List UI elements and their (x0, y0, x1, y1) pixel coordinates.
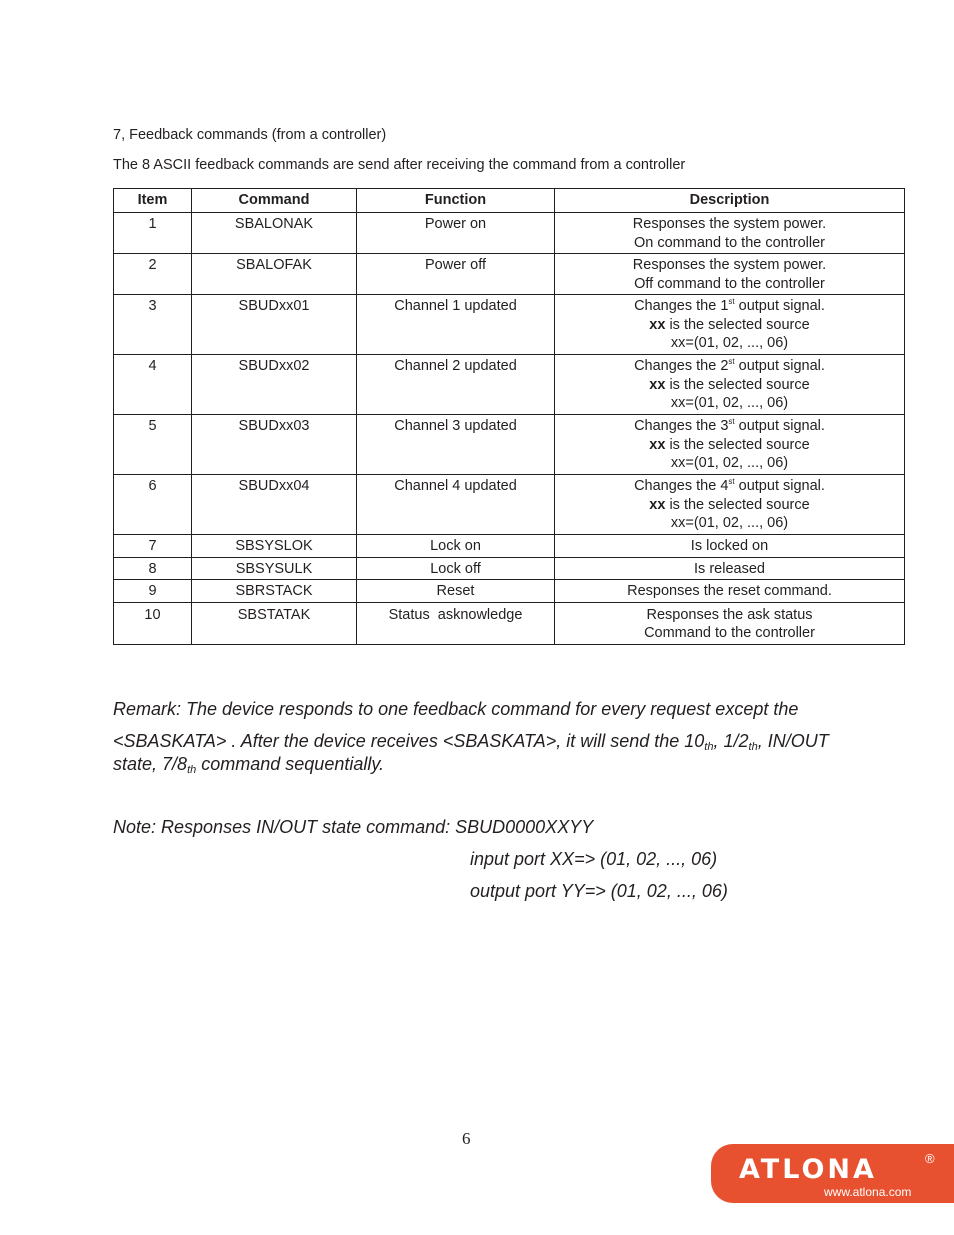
table-row (114, 557, 905, 580)
desc-line: Off command to the controller (634, 275, 825, 292)
cell-function: Lock on (357, 535, 555, 558)
desc-text: is the selected source (665, 376, 810, 393)
remark-subscript: th (704, 741, 714, 753)
desc-line: Responses the ask status (646, 606, 813, 623)
cell-command: SBUDxx03 (192, 415, 357, 475)
remark-subscript: th (187, 764, 197, 776)
cell-function: Channel 3 updated (357, 415, 555, 475)
cell-description (555, 295, 905, 355)
cell-item: 4 (114, 355, 192, 415)
remark-text: state, 7/8 (113, 754, 188, 774)
table-row (114, 213, 905, 254)
desc-text: output signal. (734, 418, 825, 434)
note-line-1: Note: Responses IN/OUT state command: SBUD0000XXYY (113, 817, 594, 837)
desc-range: xx=(01, 02, ..., 06) (670, 395, 789, 411)
remark-line-3 (113, 754, 384, 776)
table-row (114, 535, 905, 558)
header-description: Description (555, 189, 905, 213)
cell-description (555, 475, 905, 535)
cell-command: SBSYSULK (192, 557, 357, 580)
feedback-commands-table (113, 188, 905, 645)
atlona-logo (711, 1144, 954, 1203)
cell-command: SBUDxx04 (192, 475, 357, 535)
desc-text: is the selected source (665, 316, 810, 333)
page-number: 6 (462, 1129, 471, 1148)
registered-mark: ® (925, 1151, 935, 1166)
table-row (114, 580, 905, 603)
cell-function: Power on (357, 213, 555, 254)
cell-description: Responses the reset command. (555, 580, 905, 603)
remark-subscript: th (748, 741, 758, 753)
cell-item: 8 (114, 557, 192, 580)
intro-text: The 8 ASCII feedback commands are send after receiving the command from a controller (113, 157, 686, 173)
cell-description (555, 254, 905, 295)
desc-bold: xx (649, 496, 666, 513)
cell-item: 1 (114, 213, 192, 254)
cell-item: 3 (114, 295, 192, 355)
desc-bold: xx (649, 436, 666, 453)
table-header-row (114, 189, 905, 213)
desc-superscript: st (728, 297, 735, 306)
cell-description (555, 602, 905, 644)
desc-bold: xx (649, 376, 666, 393)
cell-command: SBUDxx01 (192, 295, 357, 355)
cell-function: Status asknowledge (357, 602, 555, 644)
remark-line-1: Remark: The device responds to one feedback command for every request except the (113, 699, 799, 719)
cell-command: SBRSTACK (192, 580, 357, 603)
desc-range: xx=(01, 02, ..., 06) (670, 455, 789, 471)
desc-superscript: st (728, 477, 735, 486)
desc-text: Changes the 1 (634, 298, 729, 314)
remark-text: command sequentially. (196, 754, 385, 774)
desc-line: Responses the system power. (632, 257, 827, 273)
cell-command: SBUDxx02 (192, 355, 357, 415)
note-line-3: output port YY=> (01, 02, ..., 06) (470, 881, 728, 901)
desc-text: output signal. (734, 358, 825, 374)
remark-text: <SBASKATA> . After the device receives <SBASKATA>, it will send the 10 (113, 731, 705, 751)
cell-function: Channel 2 updated (357, 355, 555, 415)
desc-superscript: st (728, 357, 735, 366)
cell-description: Is locked on (555, 535, 905, 558)
desc-text: Changes the 2 (634, 358, 729, 374)
desc-superscript: st (728, 417, 735, 426)
desc-line: Responses the system power. (632, 216, 827, 232)
desc-text: output signal. (734, 478, 825, 494)
desc-line: Command to the controller (644, 625, 815, 641)
table-row (114, 475, 905, 535)
cell-function: Power off (357, 254, 555, 295)
cell-function: Lock off (357, 557, 555, 580)
desc-range: xx=(01, 02, ..., 06) (670, 335, 789, 351)
table-row (114, 295, 905, 355)
logo-brand-text: ATLONA (739, 1154, 877, 1185)
desc-range: xx=(01, 02, ..., 06) (670, 515, 789, 531)
cell-item: 5 (114, 415, 192, 475)
cell-description: Is released (555, 557, 905, 580)
desc-line: On command to the controller (633, 234, 825, 251)
cell-description (555, 213, 905, 254)
cell-description (555, 355, 905, 415)
cell-command: SBSYSLOK (192, 535, 357, 558)
table-row (114, 355, 905, 415)
desc-text: is the selected source (665, 436, 810, 453)
remark-text: , 1/2 (713, 731, 749, 751)
table-row (114, 602, 905, 644)
cell-command: SBALONAK (192, 213, 357, 254)
header-function: Function (357, 189, 555, 213)
desc-text: Changes the 3 (634, 418, 729, 434)
table-row (114, 415, 905, 475)
cell-function: Reset (357, 580, 555, 603)
header-item: Item (114, 189, 192, 213)
cell-command: SBALOFAK (192, 254, 357, 295)
cell-item: 10 (114, 602, 192, 644)
cell-command: SBSTATAK (192, 602, 357, 644)
cell-item: 7 (114, 535, 192, 558)
cell-description (555, 415, 905, 475)
table-row (114, 254, 905, 295)
desc-text: is the selected source (665, 496, 810, 513)
desc-bold: xx (649, 316, 666, 333)
header-command: Command (192, 189, 357, 213)
logo-url: www.atlona.com (824, 1185, 912, 1199)
remark-text: , IN/OUT (757, 731, 829, 751)
cell-item: 6 (114, 475, 192, 535)
section-title: 7, Feedback commands (from a controller) (113, 127, 387, 143)
cell-function: Channel 4 updated (357, 475, 555, 535)
cell-function: Channel 1 updated (357, 295, 555, 355)
note-line-2: input port XX=> (01, 02, ..., 06) (470, 849, 718, 869)
cell-item: 9 (114, 580, 192, 603)
desc-text: Changes the 4 (634, 478, 729, 494)
cell-item: 2 (114, 254, 192, 295)
desc-text: output signal. (734, 298, 825, 314)
remark-line-2 (113, 731, 829, 753)
